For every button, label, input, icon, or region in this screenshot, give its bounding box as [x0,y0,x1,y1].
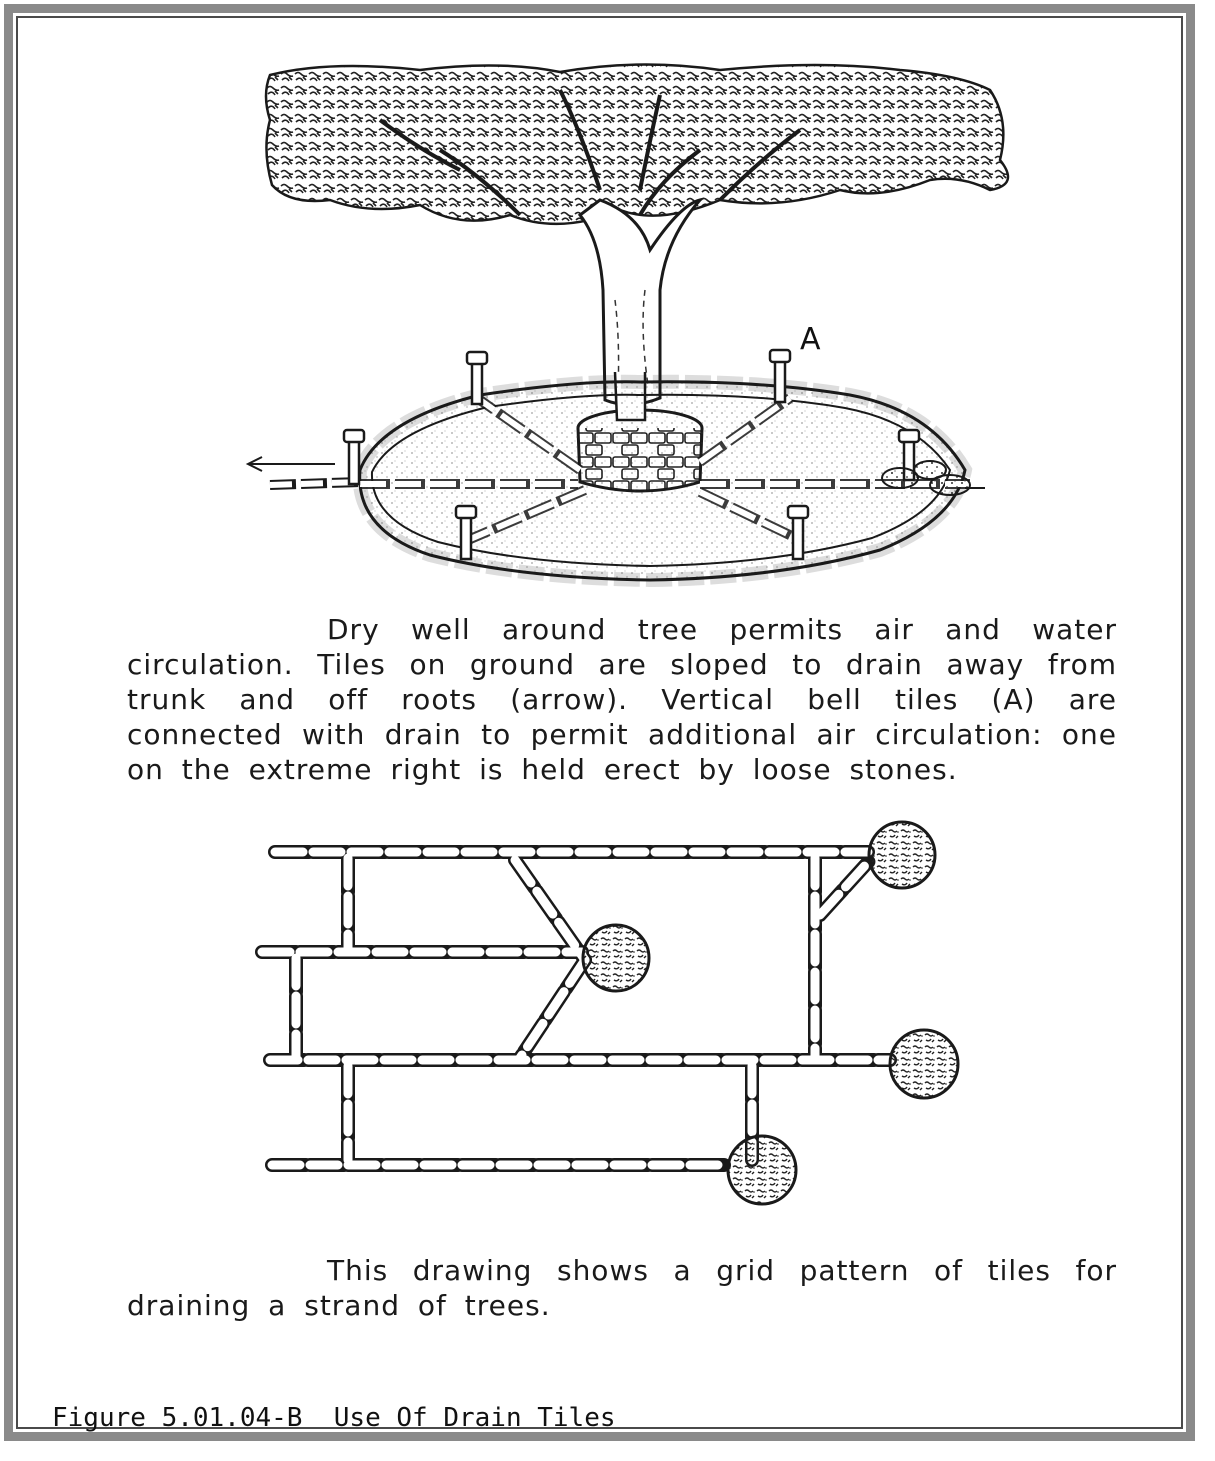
caption-dry-well-text: Dry well around tree permits air and water circulation. Tiles on ground are sloped to drain away from trunk and off roots (arrow). Vertical bell tiles (A) are connected with drain to permit additional air circulation: one on the extreme right is held erect by loose stones. [127,613,1117,786]
flow-arrow-icon [248,457,335,471]
outflow-drain [248,457,360,485]
tree-crown [728,1136,796,1204]
tree-crown [583,925,649,991]
caption-dry-well [127,612,1117,787]
tree-canopy [266,64,1008,223]
figure-title: Figure 5.01.04-B Use Of Drain Tiles [52,1403,616,1433]
tile-grid-illustration [262,822,958,1204]
caption-tile-grid [127,1253,1117,1323]
tree-crown [869,822,935,888]
caption-tile-grid-text: This drawing shows a grid pattern of tiles for draining a strand of trees. [127,1254,1117,1322]
tree-crown [890,1030,958,1098]
bell-tile-label: A [800,322,821,357]
